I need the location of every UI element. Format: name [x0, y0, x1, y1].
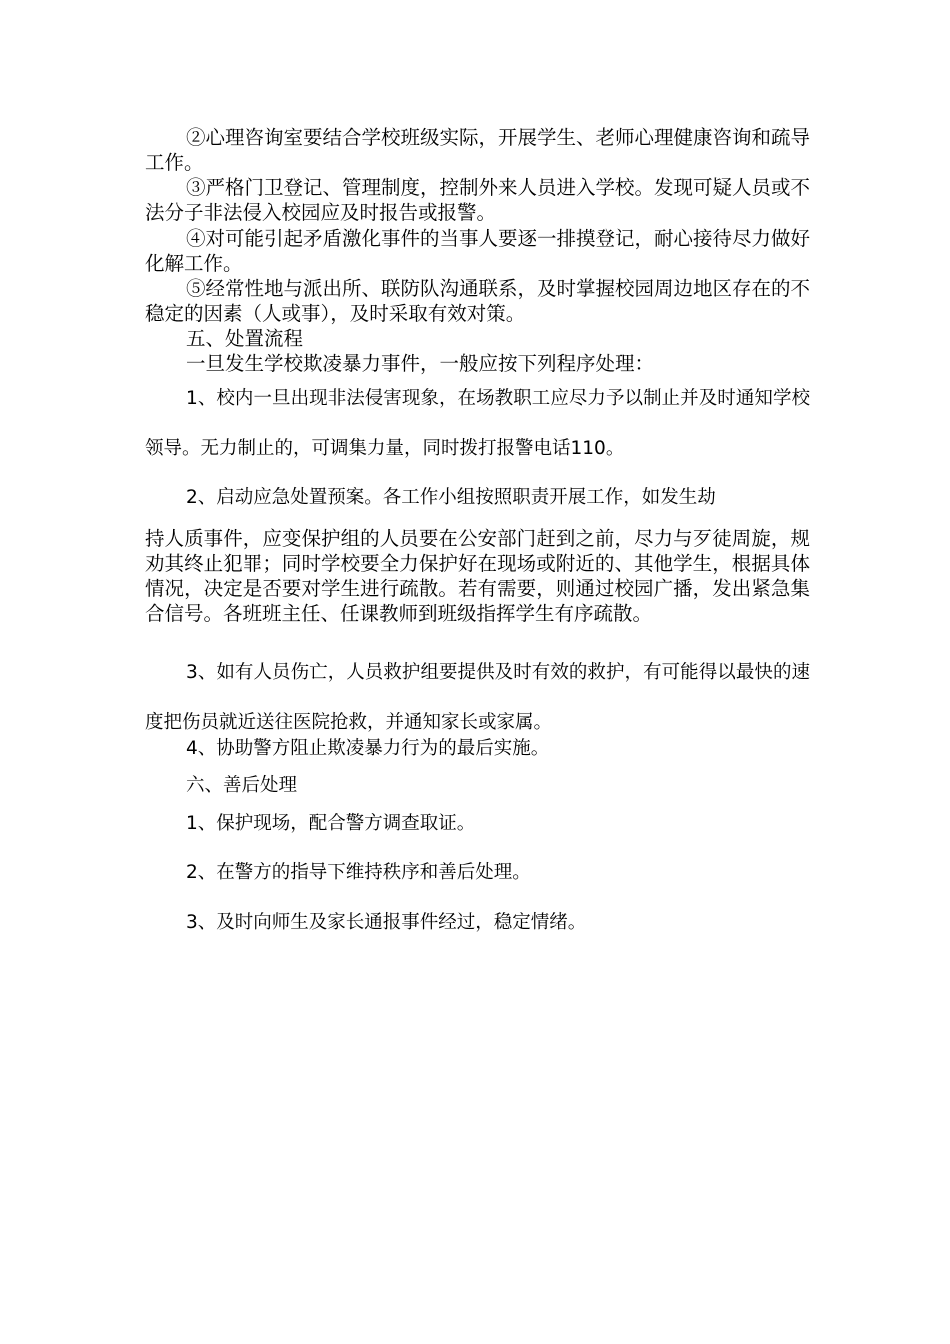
paragraph-step-1: 1、校内一旦出现非法侵害现象，在场教职工应尽力予以制止并及时通知学校领导。无力制止的，可调集力量，同时拨打报警电话110。 [145, 388, 810, 459]
paragraph-police-liaison: ⑤经常性地与派出所、联防队沟通联系，及时掌握校园周边地区存在的不稳定的因素（人或事），及时采取有效对策。 [145, 277, 811, 325]
paragraph-step-4: 4、协助警方阻止欺凌暴力行为的最后实施。 [186, 738, 550, 759]
paragraph-procedure-intro: 一旦发生学校欺凌暴力事件，一般应按下列程序处理： [186, 352, 655, 375]
paragraph-gate-registration: ③严格门卫登记、管理制度，控制外来人员进入学校。发现可疑人员或不法分子非法侵入校园应及时报告或报警。 [145, 176, 811, 224]
paragraph-psych-counseling: ②心理咨询室要结合学校班级实际，开展学生、老师心理健康咨询和疏导工作。 [145, 126, 811, 174]
section-heading-aftermath: 六、善后处理 [186, 775, 298, 796]
paragraph-step-2-body: 持人质事件，应变保护组的人员要在公安部门赶到之前，尽力与歹徒周旋，规劝其终止犯罪；同时学校要全力保护好在现场或附近的、其他学生，根据具体情况，决定是否要对学生进行疏散。若有需要，则通过校园广播，发出紧急集合信号。各班班主任、任课教师到班级指挥学生有序疏散。 [145, 527, 810, 625]
paragraph-step-2-lead: 2、启动应急处置预案。各工作小组按照职责开展工作，如发生劫 [186, 487, 716, 508]
paragraph-aftermath-3: 3、及时向师生及家长通报事件经过，稳定情绪。 [186, 912, 587, 933]
paragraph-aftermath-2: 2、在警方的指导下维持秩序和善后处理。 [186, 862, 531, 883]
paragraph-conflict-registration: ④对可能引起矛盾激化事件的当事人要逐一排摸登记，耐心接待尽力做好化解工作。 [145, 227, 811, 275]
paragraph-step-3: 3、如有人员伤亡，人员救护组要提供及时有效的救护，有可能得以最快的速度把伤员就近送往医院抢救，并通知家长或家属。 [145, 662, 810, 733]
paragraph-aftermath-1: 1、保护现场，配合警方调查取证。 [186, 813, 476, 834]
section-heading-procedure: 五、处置流程 [186, 327, 304, 350]
